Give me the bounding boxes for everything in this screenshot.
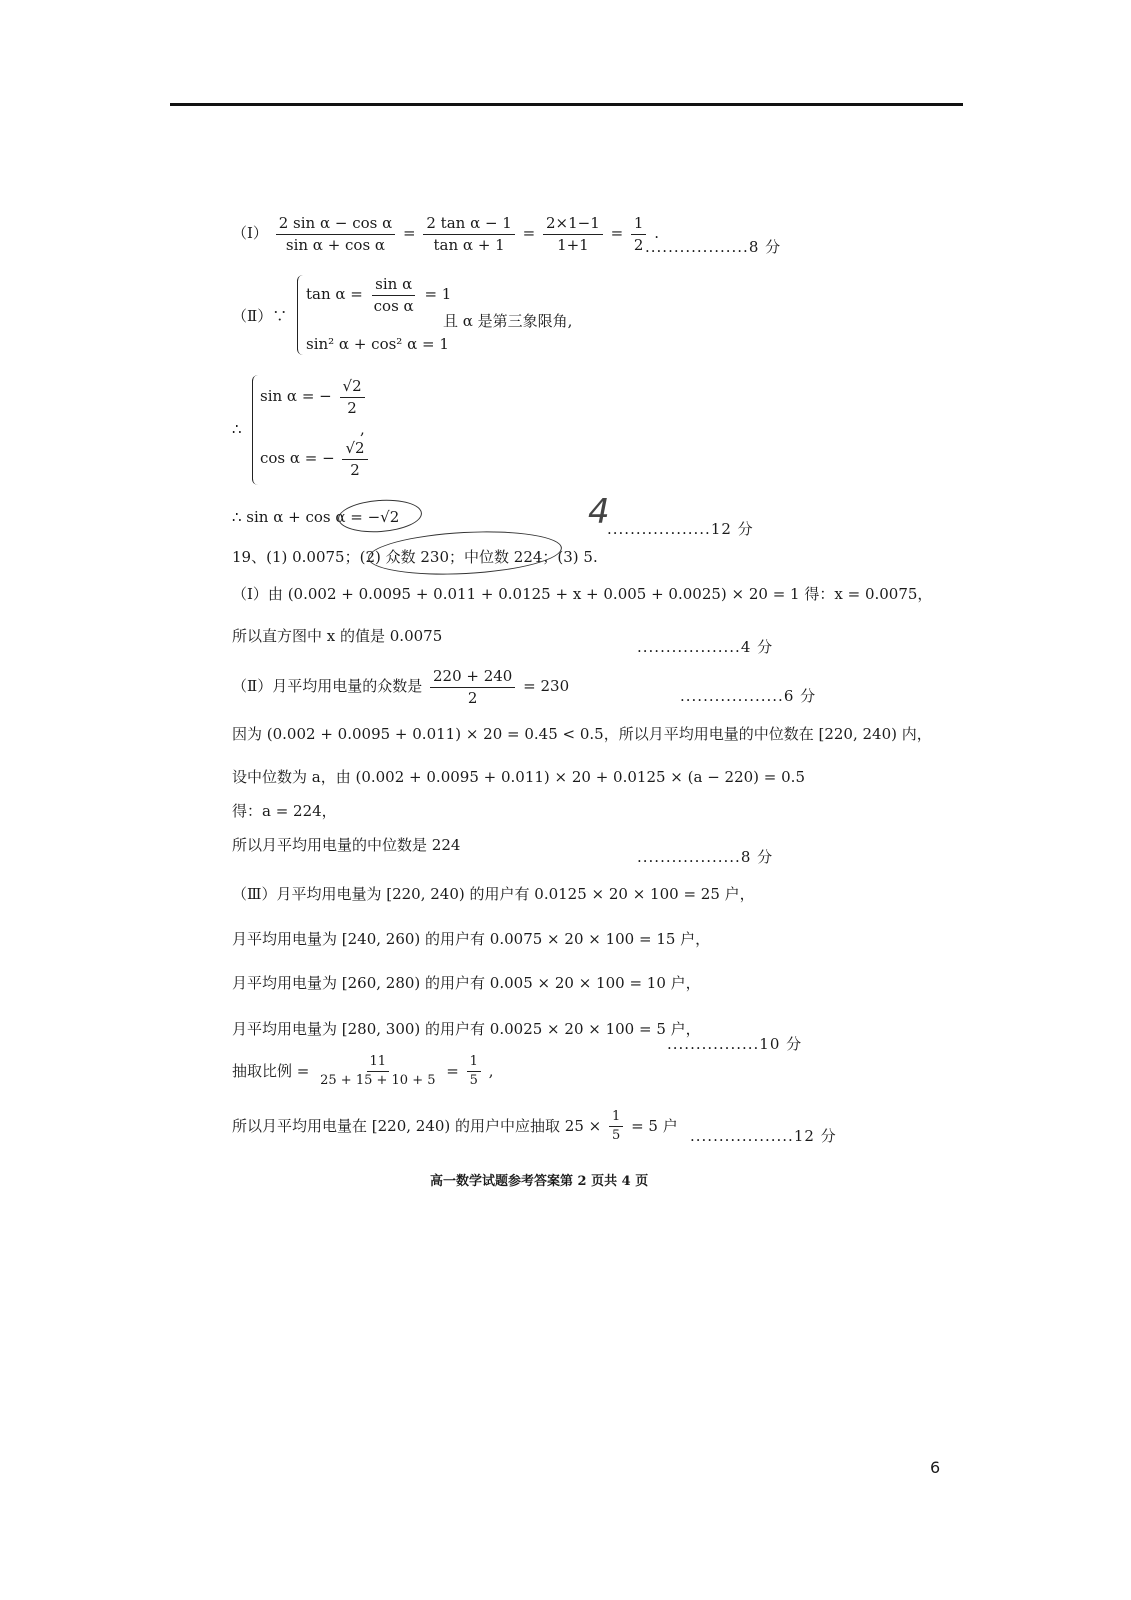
score-leader: ..................4 分 (637, 638, 774, 656)
fraction-2: $\frac{\text{2 tan α − 1}}{\text{tan α + 1}}$ (423, 215, 515, 253)
q19-part-ii-median-value: 得：a = 224， (232, 802, 337, 820)
handwritten-note (563, 438, 565, 439)
score-label: 8 分 (748, 238, 782, 256)
q19-part-ii-median-equation: 设中位数为 a，由 (0.002 + 0.0095 + 0.011) × 20 + 0.0125 × (a − 220) = 0.5 (232, 768, 805, 786)
sin-result: sin α = − $\frac{√2}{2}$ (260, 378, 368, 416)
score-label: 6 分 (783, 687, 817, 705)
part-ii-label: （Ⅱ）∵ (232, 307, 288, 325)
score-label: 12 分 (710, 520, 754, 538)
fraction-4: $\frac{1}{2}$ (631, 215, 647, 253)
sum-result: ∴ sin α + cos α = −√2 (232, 508, 400, 526)
q19-part-iii-row: 月平均用电量为 [260, 280) 的用户有 0.005 × 20 × 100 = 10 户， (232, 974, 701, 992)
score-leader: ..................8 分 (637, 848, 774, 866)
page-number: 6 (930, 1458, 941, 1477)
q19-part-iii-row: 月平均用电量为 [240, 260) 的用户有 0.0075 × 20 × 100 = 15 户， (232, 930, 711, 948)
q19-part-iii-row: 月平均用电量为 [280, 300) 的用户有 0.0025 × 20 × 100 = 5 户， (232, 1020, 701, 1038)
q19-part-ii-mode: （Ⅱ）月平均用电量的众数是 $\frac{220 + 240}{2}$ = 230 (232, 667, 570, 707)
system-eq-2: sin² α + cos² α = 1 (306, 335, 449, 353)
q19-part-ii-median-range: 因为 (0.002 + 0.0095 + 0.011) × 20 = 0.45 < 0.5，所以月平均用电量的中位数在 [220, 240) 内， (232, 725, 932, 743)
part-i-line: （Ⅰ） $\frac{\text{2 sin α − cos α}}{\text{sin α + cos α}}$ = $\frac{\text{2 tan α − 1}}{\text{tan α + 1}}$ = $\frac{2\times 1-1}{1+1}$ = $\frac{1}{2}$ . (232, 214, 660, 254)
score-label: 10 分 (759, 1035, 803, 1053)
sampling-result: 所以月平均用电量在 [220, 240) 的用户中应抽取 25 × $\frac{1}{5}$ = 5 户 (232, 1109, 678, 1144)
cos-result: cos α = − $\frac{√2}{2}$ (260, 440, 371, 478)
therefore-symbol: ∴ (232, 420, 242, 438)
q19-part-i-conclusion: 所以直方图中 x 的值是 0.0075 (232, 627, 443, 645)
score-label: 4 分 (740, 638, 774, 656)
q19-part-iii-row: （Ⅲ）月平均用电量为 [220, 240) 的用户有 0.0125 × 20 × 100 = 25 户， (232, 885, 755, 903)
fraction-1: $\frac{\text{2 sin α − cos α}}{\text{sin α + cos α}}$ (276, 215, 396, 253)
condition-text: 且 α 是第三象限角, (443, 312, 573, 330)
q19-part-i: （Ⅰ）由 (0.002 + 0.0095 + 0.011 + 0.0125 + x + 0.005 + 0.0025) × 20 = 1 得：x = 0.0075， (232, 585, 933, 603)
score-leader: ..................8 分 (645, 238, 782, 256)
system-brace (297, 275, 306, 355)
score-leader: ................10 分 (667, 1035, 803, 1053)
fraction-3: $\frac{2\times 1-1}{1+1}$ (543, 215, 603, 253)
handwritten-circle (337, 497, 423, 535)
q19-part-ii-conclusion: 所以月平均用电量的中位数是 224 (232, 836, 461, 854)
header-rule (170, 103, 963, 106)
handwritten-circle (367, 527, 563, 579)
score-leader: ..................12 分 (607, 520, 754, 538)
score-leader: ..................12 分 (690, 1127, 837, 1145)
system-eq-1: tan α = $\frac{\text{sin α}}{\text{cos α}}$ = 1 (306, 275, 452, 315)
question-19-summary: 19、(1) 0.0075；(2) 众数 230；中位数 224；(3) 5. (232, 548, 598, 566)
score-label: 12 分 (793, 1127, 837, 1145)
sampling-ratio: 抽取比例 = $\frac{11}{25 + 15 + 10 + 5}$ = $\frac{1}{5}$ , (232, 1054, 494, 1089)
score-label: 8 分 (740, 848, 774, 866)
page-footer: 高一数学试题参考答案第 2 页共 4 页 (430, 1174, 649, 1189)
handwritten-note: 4 (588, 492, 610, 532)
score-leader: ..................6 分 (680, 687, 817, 705)
part-i-label: （Ⅰ） (232, 224, 268, 242)
